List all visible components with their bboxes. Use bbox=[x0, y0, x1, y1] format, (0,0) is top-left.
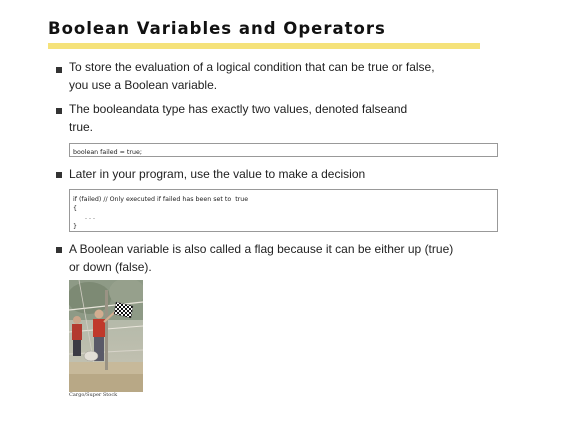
bullet-marker bbox=[56, 247, 62, 253]
bullet-marker bbox=[56, 108, 62, 114]
flag-photo bbox=[69, 280, 143, 392]
bullet-2-line-2: true. bbox=[69, 120, 94, 134]
bullet-text-2 bbox=[69, 100, 499, 136]
bullet-text-4 bbox=[69, 240, 499, 276]
code-line: . . . bbox=[73, 214, 96, 221]
slide-title: Boolean Variables and Operators bbox=[48, 19, 386, 38]
code-block-if bbox=[69, 189, 498, 232]
bullet-1-line-2: you use a Boolean variable. bbox=[69, 78, 218, 92]
code-block-declaration bbox=[69, 143, 498, 157]
bullet-marker bbox=[56, 67, 62, 73]
bullet-4-line-2: or down (false). bbox=[69, 260, 152, 274]
bullet-2-line-1: The booleandata type has exactly two values, denoted falseand bbox=[69, 102, 408, 116]
bullet-4-line-1: A Boolean variable is also called a flag because it can be either up (true) bbox=[69, 242, 454, 256]
bullet-text-3 bbox=[69, 165, 499, 183]
code-line: } bbox=[73, 223, 78, 230]
code-line: { bbox=[73, 205, 78, 212]
bullet-1-line-1: To store the evaluation of a logical condition that can be true or false, bbox=[69, 60, 435, 74]
bullet-marker bbox=[56, 172, 62, 178]
bullet-text-1 bbox=[69, 58, 499, 94]
bullet-3-line-1: Later in your program, use the value to make a decision bbox=[69, 167, 366, 181]
code-line: boolean failed = true; bbox=[73, 149, 142, 156]
title-underline bbox=[48, 43, 480, 49]
code-line: if (failed) // Only executed if failed has been set to true bbox=[73, 196, 249, 203]
photo-caption: Cargo/Super Stock bbox=[69, 392, 118, 398]
flag-photo-image bbox=[69, 280, 143, 392]
